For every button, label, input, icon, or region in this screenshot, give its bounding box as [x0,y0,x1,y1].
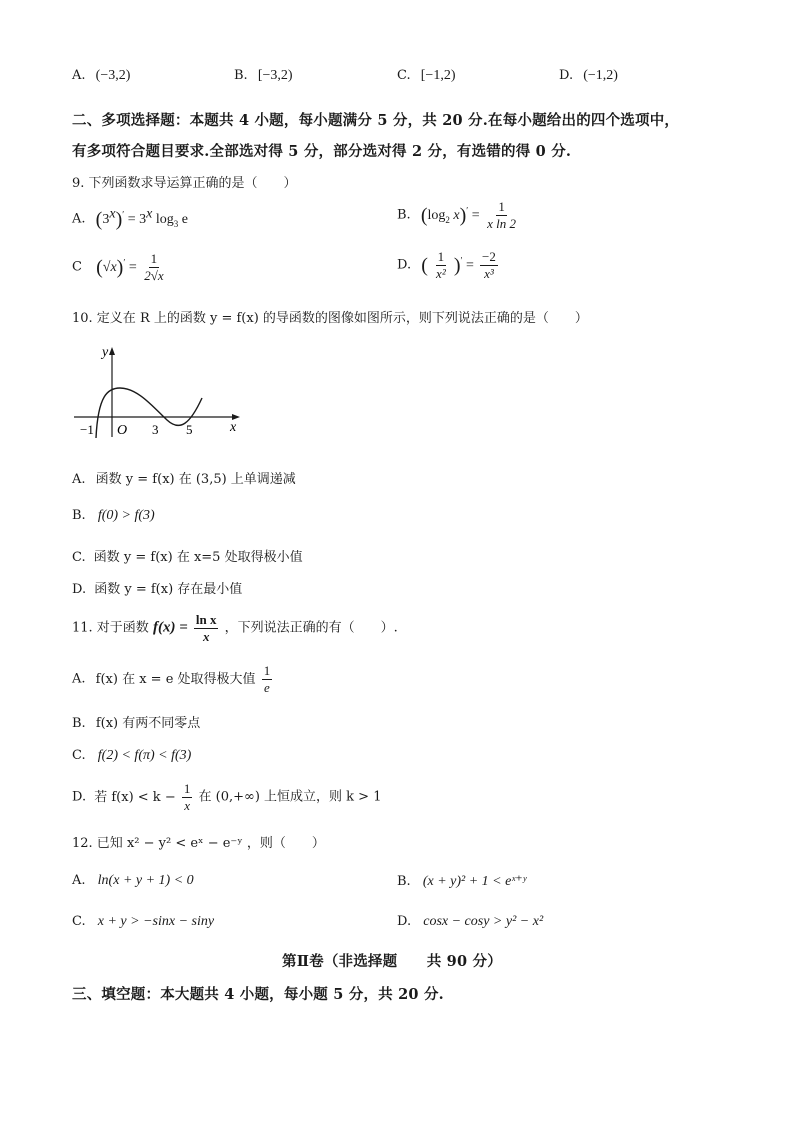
q9-option-d: D. ( $\frac{1}{\text{x²}}$ )′ = $\frac{-2}{\text{x³}}$ [397,249,496,281]
part2-title: 第Ⅱ卷（非选择题 共 90 分） [282,953,502,970]
section2-line2: 有多项符合题目要求.全部选对得 5 分，部分选对得 2 分，有选错的得 0 分. [72,143,572,160]
q11-function-fraction: $\frac{\text{ln x}}{x}$ [195,612,217,644]
q11-stem: 11. 对于函数 f(x) = $\frac{\text{ln x}}{x}$ ，下列说法正确的有（ ）. [72,612,398,644]
q11-option-a: A. f(x) 在 x = e 处取得极大值 $\frac{1}{e}$ [72,663,271,695]
q11-option-d: D. 若 f(x) < k − $\frac{1}{x}$ 在 (0,+∞) 上恒成立，则 k > 1 [72,781,382,813]
y-axis-label: y [102,345,109,360]
tick-label-5: 5 [186,422,193,437]
q9-option-c: C (√x)′ = $\frac{1}{2√x}$ [72,251,164,283]
q9-stem: 9. 下列函数求导运算正确的是（ ） [72,176,297,191]
q10-option-b: B. f(0) > f(3) [72,508,155,523]
section2-line1: 二、多项选择题：本题共 4 小题，每小题满分 5 分，共 20 分.在每小题给出的四个选项中， [72,112,680,129]
q12-option-c: C. x + y > −sinx − siny [72,914,215,929]
q12-option-a: A. ln(x + y + 1) < 0 [72,873,194,888]
q10-option-a: A. 函数 y = f(x) 在 (3,5) 上单调递减 [72,472,296,487]
y-axis-arrow [109,347,115,355]
option-d-prev: D. (−1,2) [559,68,618,83]
option-a-prev: A. (−3,2) [72,68,131,83]
x-axis-label: x [230,420,237,435]
q11-option-b: B. f(x) 有两不同零点 [72,716,201,731]
q9-d-fraction: $\frac{-2}{\text{x³}}$ [482,249,496,281]
q10-option-c: C. 函数 y = f(x) 在 x=5 处取得极小值 [72,550,303,565]
option-b-prev: B. [−3,2) [234,68,293,83]
q9-option-a: A. $(3^x)' = 3^x$ $\log_3 e$ [72,206,188,230]
q12-stem: 12. 已知 x² − y² < eˣ − e⁻ʸ ，则（ ） [72,836,325,851]
q9-b-fraction: $\frac{1}{\text{x ln 2}}$ [487,199,517,231]
tick-label-neg1: −1 [80,422,94,437]
tick-label-3: 3 [152,422,159,437]
q11-a-fraction: $\frac{1}{e}$ [263,663,271,695]
q9-option-b: B. ($\log_2$ x)′ = $\frac{1}{\text{x ln 2}}$ [397,199,517,231]
q10-derivative-graph [72,340,244,440]
q12-option-d: D. cosx − cosy > y² − x² [397,914,544,929]
q12-option-b: B. (x + y)² + 1 < eˣ⁺ʸ [397,874,527,889]
option-c-prev: C. [−1,2) [397,68,456,83]
q9-c-fraction: $\frac{1}{2√x}$ [144,251,164,283]
q9-d-inner-fraction: $\frac{1}{\text{x²}}$ [436,249,446,281]
q11-option-c: C. f(2) < f(π) < f(3) [72,748,192,763]
q10-option-d: D. 函数 y = f(x) 存在最小值 [72,582,243,597]
origin-label: O [117,423,128,438]
section3-heading: 三、填空题：本大题共 4 小题，每小题 5 分，共 20 分. [72,986,444,1003]
q11-d-fraction: $\frac{1}{x}$ [183,781,191,813]
q10-stem: 10. 定义在 R 上的函数 y = f(x) 的导函数的图像如图所示，则下列说法正确的是（ ） [72,311,588,326]
